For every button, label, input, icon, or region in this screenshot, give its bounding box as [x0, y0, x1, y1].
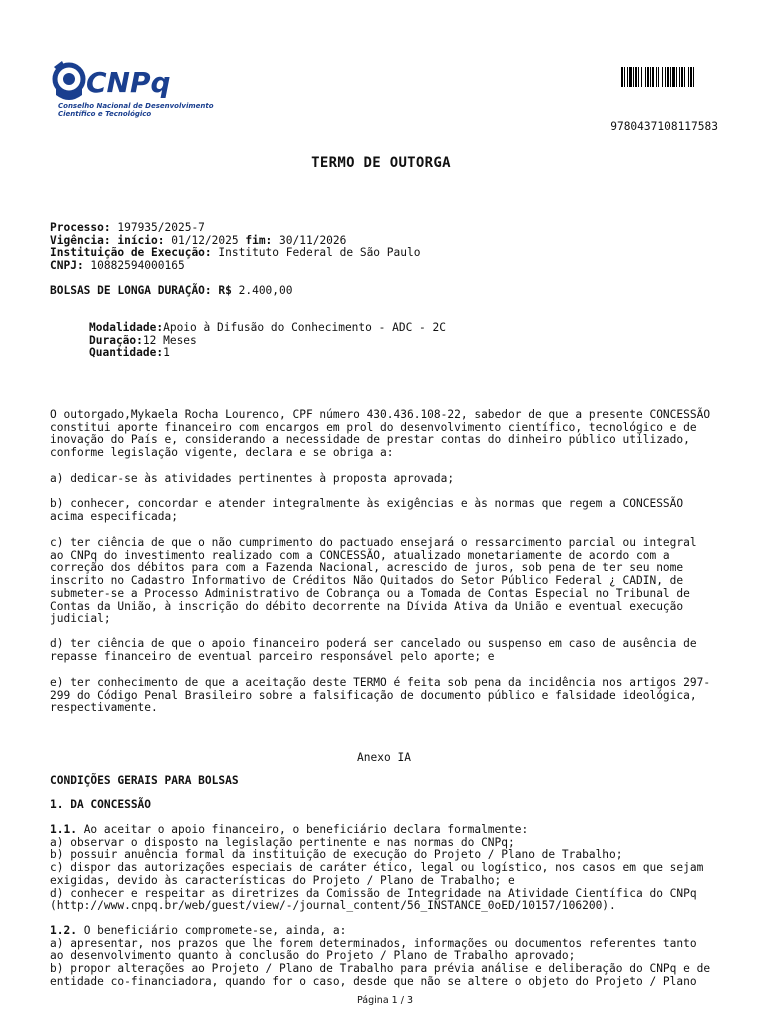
text-line: d) ter ciência de que o apoio financeiro poderá ser cancelado ou suspenso em caso de ausência de — [50, 637, 697, 650]
text-line: a) observar o disposto na legislação pertinente e nas normas do CNPq; — [50, 835, 515, 849]
text-line: c) ter ciência de que o não cumprimento do pactuado ensejará o ressarcimento parcial ou integral — [50, 536, 697, 549]
text-line: O outorgado,Mykaela Rocha Lourenco, CPF número 430.436.108-22, sabedor de que a presente CONCESSÃO — [50, 408, 711, 421]
text-line: ao CNPq do investimento realizado com a CONCESSÃO, atualizado monetariamente de acordo com a — [50, 548, 670, 562]
page-number: Página 1 / 3 — [357, 995, 413, 1006]
section-1-1: 1.1. Ao aceitar o apoio financeiro, o beneficiário declara formalmente: a) observar o disposto na legislação pertinente e nas normas do CNPq; b) possuir anuência formal da instituição de execução do Projeto / Plano de Trabalho; c) dispor das autorizações especiais de caráter ético, legal ou logístico, nos casos em que sejam exigidas, devido às características do Projeto / Plano de Trabalho; e d) conhecer e respeitar as diretrizes da Comissão de Integridade na Atividade Científica do CNPq (http://www.cnpq.br/web/guest/view/-/journal_content/56_INSTANCE_0oED/10157/106200). — [50, 824, 730, 913]
conditions-title: CONDIÇÕES GERAIS PARA BOLSAS — [50, 774, 239, 787]
instituicao-line: Instituição de Execução: Instituto Federal de São Paulo — [50, 246, 421, 260]
quantidade-line: Quantidade:1 — [89, 346, 170, 360]
text-line: conforme legislação vigente, declara e se obriga a: — [50, 446, 394, 460]
cnpq-logo-icon — [52, 59, 214, 121]
text-line: exigidas, devido às características do Projeto / Plano de Trabalho; e — [50, 873, 515, 887]
logo-subtitle-2: Científico e Tecnológico — [58, 110, 152, 118]
barcode-icon — [621, 67, 718, 87]
text-line: b) conhecer, concordar e atender integralmente às exigências e às normas que regem a CONCESSÃO — [50, 497, 684, 510]
text-line: b) propor alterações ao Projeto / Plano de Trabalho para prévia análise e deliberação do CNPq e de — [50, 962, 711, 976]
text-line: acima especificada; — [50, 509, 178, 523]
text-line: constitui aporte financeiro com encargos em prol do desenvolvimento científico, tecnológico e de — [50, 420, 697, 434]
text-line: submeter-se a Processo Administrativo de Cobrança ou a Tomada de Contas Especial no Tribunal de — [50, 586, 690, 600]
item-a — [50, 473, 730, 486]
item-b — [50, 498, 730, 523]
text-line: b) possuir anuência formal da instituição de execução do Projeto / Plano de Trabalho; — [50, 848, 623, 862]
text-line: d) conhecer e respeitar as diretrizes da Comissão de Integridade na Atividade Científica do CNPq — [50, 886, 697, 900]
processo-line: Processo: 197935/2025-7 — [50, 221, 205, 234]
text-line: entidade co-financiadora, quando for o caso, desde que não se altere o objeto do Projeto / Plano — [50, 974, 697, 988]
text-line: a) apresentar, nos prazos que lhe forem determinados, informações ou documentos referentes tanto — [50, 936, 697, 950]
item-d — [50, 638, 730, 663]
modalidade-line: Modalidade:Apoio à Difusão do Conhecimento - ADC - 2C — [89, 321, 446, 334]
item-e — [50, 677, 730, 715]
text-line: inscrito no Cadastro Informativo de Créditos Não Quitados do Setor Público Federal ¿ CADIN, de — [50, 574, 684, 588]
text-line: c) dispor das autorizações especiais de caráter ético, legal ou logístico, nos casos em que sejam — [50, 861, 704, 875]
vigencia-line: Vigência: início: 01/12/2025 fim: 30/11/2026 — [50, 233, 347, 247]
cnpq-logo — [52, 59, 214, 121]
text-line: 299 do Código Penal Brasileiro sobre a falsificação de documento público e falsidade ideológica, — [50, 688, 697, 702]
text-line: judicial; — [50, 612, 111, 626]
text-line: inovação do País e, considerando a necessidade de prestar contas do dinheiro público utilizado, — [50, 433, 690, 447]
modalidade-block — [89, 322, 446, 360]
section-1-2: 1.2. O beneficiário compromete-se, ainda, a: a) apresentar, nos prazos que lhe forem determinados, informações ou documentos referentes tanto ao desenvolvimento quanto à conclusão do Projeto / Plano de Trabalho aprovado; b) propor alterações ao Projeto / Plano de Trabalho para prévia análise e deliberação do CNPq e de entidade co-financiadora, quando for o caso, desde que não se altere o objeto do Projeto / Plano — [50, 925, 730, 989]
text-line: Contas da União, à inscrição do débito decorrente na Dívida Ativa da União e eventual execução — [50, 599, 684, 613]
page-title: TERMO DE OUTORGA — [311, 155, 451, 171]
barcode-number: 9780437108117583 — [610, 120, 718, 133]
duracao-line: Duração:12 Meses — [89, 333, 197, 347]
section-1-heading: 1. DA CONCESSÃO — [50, 798, 152, 811]
process-info — [50, 222, 420, 273]
text-line: repasse financeiro de eventual parceiro responsável pelo aporte; e — [50, 649, 495, 663]
logo-wordmark: CNPq — [86, 66, 171, 99]
text-line: e) ter conhecimento de que a aceitação deste TERMO é feita sob pena da incidência nos artigos 297- — [50, 676, 711, 689]
text-line: ao desenvolvimento quanto à conclusão do Projeto / Plano de Trabalho aprovado; — [50, 949, 576, 963]
barcode — [621, 67, 718, 87]
text-line: a) dedicar-se às atividades pertinentes à proposta aprovada; — [50, 472, 455, 485]
logo-subtitle-1: Conselho Nacional de Desenvolvimento — [58, 102, 214, 110]
text-line: (http://www.cnpq.br/web/guest/view/-/journal_content/56_INSTANCE_0oED/10157/106200). — [50, 899, 616, 913]
annex-title: Anexo IA — [357, 751, 411, 764]
text-line: correção dos débitos para com a Fazenda Nacional, acrescido de juros, sob pena de ter seu nome — [50, 561, 684, 575]
cnpj-line: CNPJ: 10882594000165 — [50, 259, 185, 273]
text-line: respectivamente. — [50, 701, 158, 715]
intro-paragraph — [50, 409, 730, 460]
bolsas-line: BOLSAS DE LONGA DURAÇÃO: R$ 2.400,00 — [50, 284, 293, 297]
item-c — [50, 537, 730, 626]
